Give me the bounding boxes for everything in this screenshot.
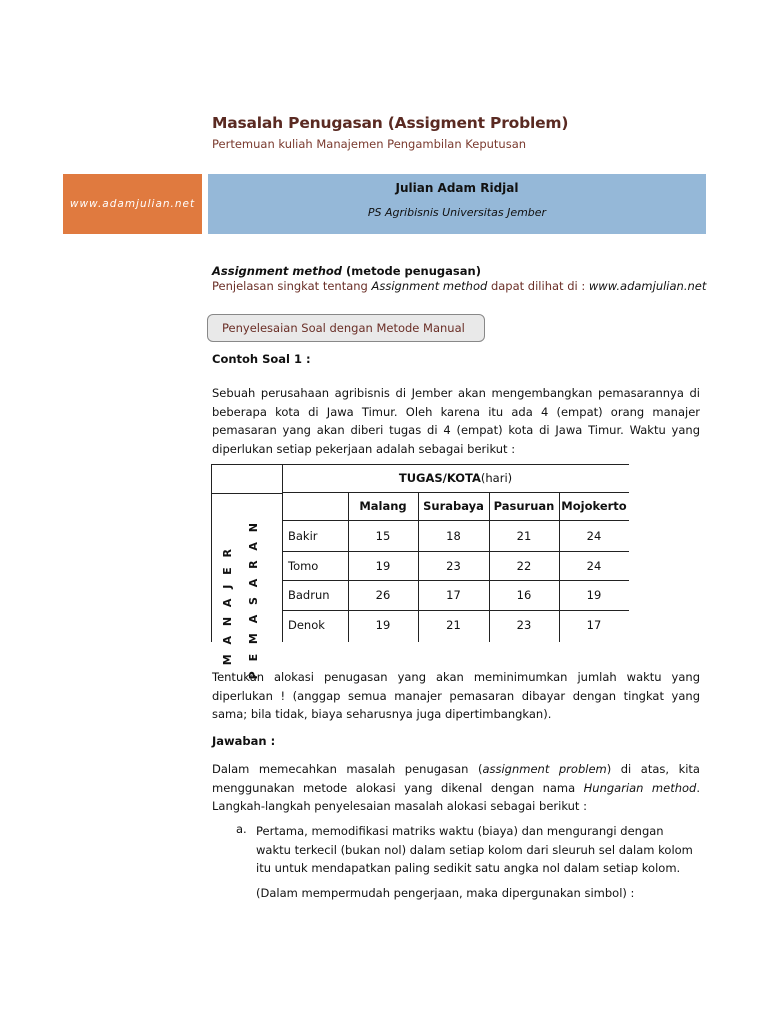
table-cell: 18 [446, 528, 461, 543]
row-group-pemasaran: P E M A S A R A N [247, 520, 260, 680]
column-header: Mojokerto [561, 499, 627, 513]
table-cell: 24 [586, 528, 602, 543]
explanation-line [212, 279, 706, 293]
table-line [211, 464, 212, 642]
p3-c: ) di atas, kita menggunakan metode alokasi yang dikenal dengan nama [212, 762, 700, 795]
problem-paragraph: Sebuah perusahaan agribisnis di Jember akan mengembangkan pemasarannya di beberapa kota di Jawa Timur. Oleh karena itu ada 4 (empat) orang manajer pemasaran yang akan diberi tugas di 4 (empat) kota di Jawa Timur. Waktu yang diperlukan setiap pekerjaan adalah sebagai berikut : [212, 386, 700, 456]
document-title: Masalah Penugasan (Assigment Problem) [212, 114, 569, 132]
table-header-rest: (hari) [480, 471, 513, 485]
table-cell: 23 [446, 558, 461, 573]
website-badge [63, 174, 202, 234]
column-header: Surabaya [423, 499, 484, 513]
row-group-manajer: M A N A J E R [221, 546, 234, 666]
row-label: Denok [288, 617, 325, 632]
row-label: Tomo [288, 558, 319, 573]
row-label: Bakir [288, 528, 318, 543]
expl-pre: Penjelasan singkat tentang [212, 279, 372, 293]
table-line [211, 493, 282, 494]
method-heading-italic: Assignment method [212, 264, 343, 278]
table-cell: 19 [375, 558, 391, 573]
p3-e: . Langkah-langkah penyelesaian masalah alokasi sebagai berikut : [212, 780, 700, 813]
table-cell: 19 [586, 588, 602, 602]
expl-link: www.adamjulian.net [588, 279, 707, 293]
symbol-note: (Dalam mempermudah pengerjaan, maka dipergunakan simbol) : [256, 886, 635, 900]
method-heading [212, 264, 481, 278]
example-heading: Contoh Soal 1 : [212, 352, 311, 366]
p3-a: Dalam memecahkan masalah penugasan ( [212, 762, 483, 776]
table-cell: 21 [516, 528, 532, 543]
answer-paragraph [212, 760, 700, 816]
table-cell: 24 [586, 558, 602, 573]
p3-d: Hungarian method [583, 780, 697, 795]
table-cell: 26 [375, 588, 391, 602]
question-paragraph: Tentukan alokasi penugasan yang akan meminimumkan jumlah waktu yang diperlukan ! (anggap semua manajer pemasaran dibayar dengan tingkat yang sama; bila tidak, biaya seharusnya juga dipertimbangkan). [212, 670, 700, 721]
expl-mid: dapat dilihat di : [487, 279, 589, 293]
author-department: PS Agribisnis Universitas Jember [367, 206, 547, 219]
assignment-table [211, 464, 629, 680]
row-label: Badrun [288, 588, 330, 602]
list-marker: a. [236, 822, 247, 836]
table-cell: 21 [446, 617, 461, 632]
method-heading-rest: (metode penugasan) [342, 264, 481, 278]
p3-b: assignment problem [482, 762, 607, 776]
table-cell: 19 [375, 617, 391, 632]
document-subtitle: Pertemuan kuliah Manajemen Pengambilan Keputusan [212, 137, 527, 151]
table-cell: 23 [516, 617, 532, 632]
table-header-bold: TUGAS/KOTA [398, 471, 481, 485]
table-cell: 22 [516, 558, 532, 573]
website-text: www.adamjulian.net [69, 198, 196, 210]
column-header: Pasuruan [493, 499, 555, 513]
table-cell: 17 [446, 588, 461, 602]
column-header: Malang [359, 499, 407, 513]
table-header [282, 464, 629, 492]
expl-italic-method: Assignment method [371, 279, 488, 293]
answer-heading: Jawaban : [212, 734, 276, 748]
table-cell: 15 [375, 528, 391, 543]
author-name: Julian Adam Ridjal [395, 181, 519, 195]
table-cell: 17 [586, 617, 602, 632]
list-item: Pertama, memodifikasi matriks waktu (biaya) dan mengurangi dengan waktu terkecil (bukan nol) dalam setiap kolom dari sleuruh sel dalam kolom itu untuk mendapatkan paling sedikit satu angka nol dalam setiap kolom. [256, 824, 693, 875]
table-cell: 16 [516, 588, 532, 602]
section-pill: Penyelesaian Soal dengan Metode Manual [207, 314, 485, 342]
